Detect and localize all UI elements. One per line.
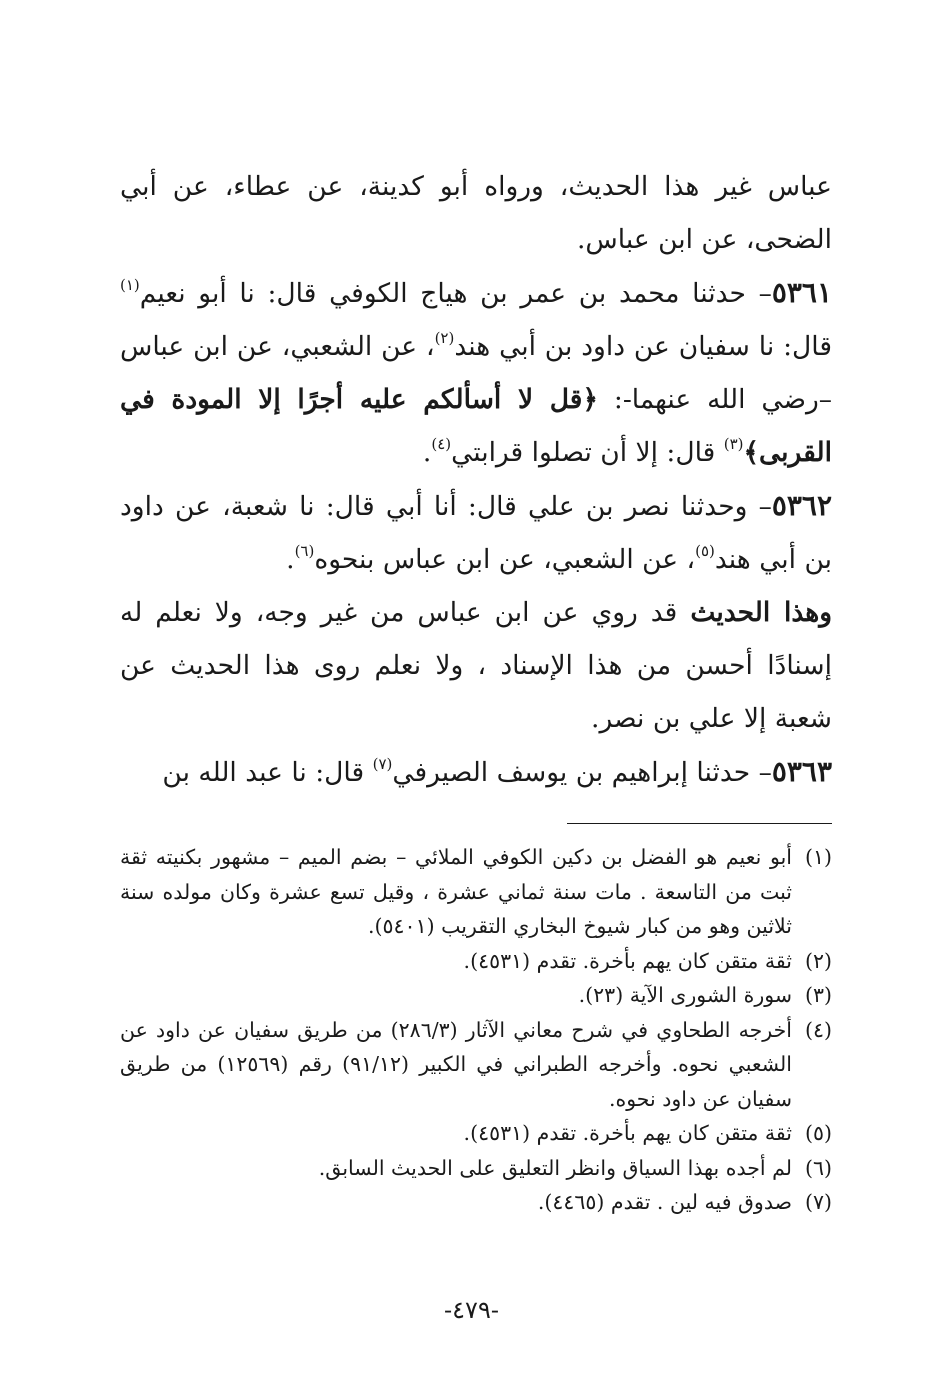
hadith-5363 [120,745,832,799]
footnote-label: (٤) [804,1017,832,1042]
comment-heading: وهذا الحديث [690,597,832,628]
footnote-text: ثقة متقن كان يهم بأخرة. تقدم (٤٥٣١). [463,1121,792,1145]
hadith-text: قال: نا سفيان عن داود بن أبي هند [454,331,833,362]
hadith-text: ، عن الشعبي، عن ابن عباس –رضي الله عنهما-: [120,331,833,415]
footnote-text: أبو نعيم هو الفضل بن دكين الكوفي الملائي – بضم الميم – مشهور بكنيته ثقة ثبت من التاسعة . مات سنة ثماني عشرة ، وقيل تسع عشرة وكان مولده سنة ثلاثين وهو من كبار شيوخ البخاري التقريب (٥٤٠١). [120,845,792,938]
hadith-text: – وحدثنا نصر بن علي قال: أنا أبي قال: نا شعبة، عن داود بن أبي هند [120,491,832,575]
footnote-ref[interactable]: (١) [120,276,140,294]
footnotes [120,840,832,1220]
footnote-ref[interactable]: (٤) [431,435,452,453]
footnote-label: (٣) [804,983,832,1007]
page-number: -٤٧٩- [444,1296,499,1324]
hadith-5362 [120,479,832,586]
hadith-text: قال: إلا أن تصلوا قرابتي [451,437,724,468]
footnote [120,1185,832,1220]
main-text [120,160,832,799]
footnote [120,840,832,944]
footnote-label: (١) [804,845,832,869]
footnote-divider [567,823,832,824]
footnote-ref[interactable]: (٥) [695,542,715,560]
hadith-text: قال: نا عبد الله بن [162,757,373,788]
footnote-label: (٢) [804,948,832,973]
footnote [120,1013,832,1117]
comment-text: قد روي عن ابن عباس من غير وجه، ولا نعلم له إسنادًا أحسن من هذا الإسناد ، ولا نعلم روى هذا الحديث عن شعبة إلا علي بن نصر. [120,597,832,734]
hadith-text: – حدثنا محمد بن عمر بن هياج الكوفي قال: نا أبو نعيم [139,278,772,309]
hadith-number: ٥٣٦٢ [771,489,832,522]
footnote-ref[interactable]: (٧) [372,755,393,773]
hadith-number: ٥٣٦١ [771,276,832,309]
hadith-text: – حدثنا إبراهيم بن يوسف الصيرفي [392,757,772,788]
footnote-label: (٥) [804,1121,832,1145]
footnote-label: (٧) [804,1190,832,1214]
footnote-ref[interactable]: (٢) [434,329,455,347]
footnote-label: (٦) [804,1155,832,1180]
hadith-text: ، عن الشعبي، عن ابن عباس بنحوه [314,544,696,575]
page-body [120,160,832,1220]
paragraph-text: عباس غير هذا الحديث، ورواه أبو كدينة، عن عطاء، عن أبي الضحى، عن ابن عباس. [120,171,832,255]
quran-verse: ﴿قل لا أسألكم عليه أجرًا إلا المودة في القربى﴾ [120,384,832,468]
footnote [120,1116,832,1151]
footnote-text: ثقة متقن كان يهم بأخرة. تقدم (٤٥٣١). [463,948,792,973]
footnote [120,978,832,1013]
footnote [120,944,832,979]
footnote-text: صدوق فيه لين . تقدم (٤٤٦٥). [537,1190,792,1214]
footnote-text: أخرجه الطحاوي في شرح معاني الآثار (٢٨٦/٣) من طريق سفيان عن داود عن الشعبي نحوه. وأخرجه الطبراني في الكبير (٩١/١٢) رقم (١٢٥٦٩) من طريق سفيان عن داود نحوه. [120,1017,793,1111]
author-comment [120,586,832,745]
paragraph-continuation [120,160,832,266]
footnote-ref[interactable]: (٣) [723,435,744,453]
punctuation: . [286,544,295,575]
hadith-number: ٥٣٦٣ [771,755,832,788]
footnote-text: لم أجده بهذا السياق وانظر التعليق على الحديث السابق. [318,1155,792,1180]
hadith-5361 [120,266,832,479]
footnote-ref[interactable]: (٦) [294,542,315,560]
punctuation: . [422,437,432,468]
footnote [120,1151,832,1186]
footnote-text: سورة الشورى الآية (٢٣). [578,983,792,1007]
